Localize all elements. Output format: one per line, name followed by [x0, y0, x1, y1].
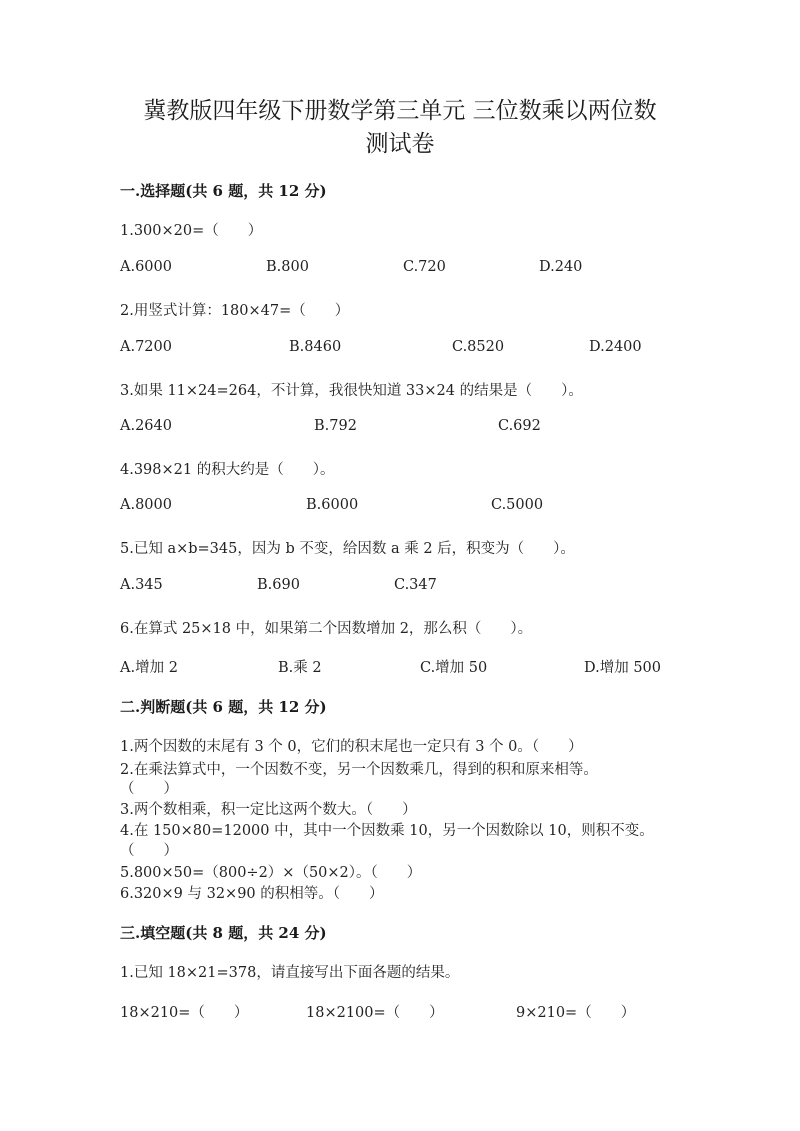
choice-5-option-c: C.347: [394, 577, 437, 593]
choice-question-4: 4.398×21 的积大约是（ ）。: [120, 462, 335, 478]
choice-question-3: 3.如果 11×24=264，不计算，我很快知道 33×24 的结果是（ ）。: [120, 383, 583, 399]
choice-6-option-d: D.增加 500: [584, 660, 662, 676]
choice-1-option-a: A.6000: [120, 259, 172, 275]
choice-question-1: 1.300×20=（ ）: [120, 223, 263, 239]
choice-2-option-c: C.8520: [452, 339, 505, 355]
fill-1-blank-2: 18×2100=（ ）: [306, 1005, 444, 1021]
choice-4-option-b: B.6000: [306, 497, 359, 513]
judge-question-1: 1.两个因数的末尾有 3 个 0，它们的积末尾也一定只有 3 个 0。（ ）: [120, 739, 583, 755]
section-judge-header: 二.判断题(共 6 题，共 12 分): [120, 698, 327, 716]
choice-1-option-d: D.240: [539, 259, 583, 275]
judge-question-6: 6.320×9 与 32×90 的积相等。（ ）: [120, 886, 384, 902]
section-fill-header: 三.填空题(共 8 题，共 24 分): [120, 924, 327, 942]
exam-title-line2: 测试卷: [365, 131, 435, 157]
choice-2-option-b: B.8460: [289, 339, 342, 355]
choice-5-option-a: A.345: [120, 577, 163, 593]
exam-title-line1: 冀教版四年级下册数学第三单元 三位数乘以两位数: [143, 98, 657, 124]
section-choice-header: 一.选择题(共 6 题，共 12 分): [120, 182, 327, 200]
judge-question-3: 3.两个数相乘，积一定比这两个数大。（ ）: [120, 802, 417, 818]
fill-1-blank-1: 18×210=（ ）: [120, 1005, 249, 1021]
choice-2-option-d: D.2400: [589, 339, 642, 355]
choice-4-option-a: A.8000: [120, 497, 172, 513]
choice-question-5: 5.已知 a×b=345，因为 b 不变，给因数 a 乘 2 后，积变为（ ）。: [120, 541, 575, 557]
judge-question-4-bracket: （ ）: [120, 843, 178, 859]
judge-question-2: 2.在乘法算式中，一个因数不变，另一个因数乘几，得到的积和原来相等。: [120, 762, 598, 778]
choice-6-option-a: A.增加 2: [120, 660, 178, 676]
choice-3-option-c: C.692: [498, 418, 541, 434]
choice-question-6: 6.在算式 25×18 中，如果第二个因数增加 2，那么积（ ）。: [120, 621, 533, 637]
judge-question-4: 4.在 150×80=12000 中，其中一个因数乘 10，另一个因数除以 10，则积不变。: [120, 823, 654, 839]
choice-6-option-c: C.增加 50: [420, 660, 488, 676]
choice-6-option-b: B.乘 2: [278, 660, 322, 676]
judge-question-5: 5.800×50=（800÷2）×（50×2）。（ ）: [120, 865, 422, 881]
choice-4-option-c: C.5000: [491, 497, 544, 513]
choice-3-option-b: B.792: [314, 418, 357, 434]
fill-question-1: 1.已知 18×21=378，请直接写出下面各题的结果。: [120, 965, 460, 981]
choice-question-2: 2.用竖式计算：180×47=（ ）: [120, 303, 350, 319]
choice-1-option-c: C.720: [403, 259, 446, 275]
choice-2-option-a: A.7200: [120, 339, 172, 355]
fill-1-blank-3: 9×210=（ ）: [516, 1005, 636, 1021]
choice-5-option-b: B.690: [257, 577, 300, 593]
choice-3-option-a: A.2640: [120, 418, 172, 434]
choice-1-option-b: B.800: [266, 259, 309, 275]
judge-question-2-bracket: （ ）: [120, 781, 178, 797]
